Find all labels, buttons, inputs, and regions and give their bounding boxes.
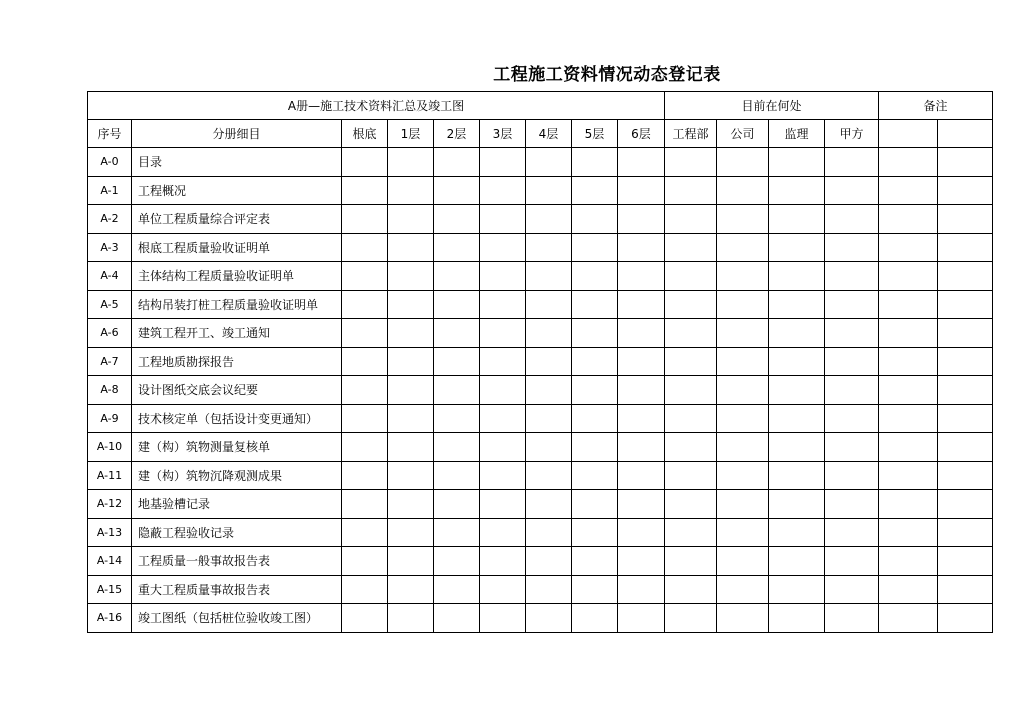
empty-cell	[717, 547, 769, 576]
empty-cell	[879, 176, 938, 205]
table-row	[88, 262, 993, 291]
empty-cell	[879, 319, 938, 348]
empty-cell	[618, 433, 665, 462]
empty-cell	[342, 176, 388, 205]
empty-cell	[825, 347, 879, 376]
empty-cell	[879, 604, 938, 633]
empty-cell	[572, 575, 618, 604]
empty-cell	[825, 148, 879, 177]
empty-cell	[717, 575, 769, 604]
row-number: A-5	[88, 290, 132, 319]
empty-cell	[618, 262, 665, 291]
empty-cell	[618, 205, 665, 234]
empty-cell	[526, 376, 572, 405]
empty-cell	[388, 347, 434, 376]
empty-cell	[388, 205, 434, 234]
empty-cell	[572, 547, 618, 576]
empty-cell	[434, 518, 480, 547]
group-header-main: A册—施工技术资料汇总及竣工图	[88, 92, 665, 120]
row-item-name: 建（构）筑物沉降观测成果	[132, 461, 342, 490]
empty-cell	[572, 290, 618, 319]
empty-cell	[526, 290, 572, 319]
empty-cell	[526, 205, 572, 234]
empty-cell	[388, 604, 434, 633]
empty-cell	[665, 518, 717, 547]
empty-cell	[938, 233, 993, 262]
empty-cell	[717, 376, 769, 405]
empty-cell	[938, 604, 993, 633]
empty-cell	[879, 575, 938, 604]
group-header-row	[88, 92, 993, 120]
row-item-name: 重大工程质量事故报告表	[132, 575, 342, 604]
empty-cell	[342, 376, 388, 405]
empty-cell	[342, 148, 388, 177]
group-header-remark: 备注	[879, 92, 993, 120]
col-header-item: 分册细目	[132, 120, 342, 148]
col-header-owner: 甲方	[825, 120, 879, 148]
empty-cell	[572, 376, 618, 405]
empty-cell	[526, 490, 572, 519]
empty-cell	[717, 404, 769, 433]
empty-cell	[938, 461, 993, 490]
empty-cell	[434, 176, 480, 205]
empty-cell	[572, 433, 618, 462]
row-item-name: 根底工程质量验收证明单	[132, 233, 342, 262]
empty-cell	[618, 490, 665, 519]
empty-cell	[526, 148, 572, 177]
empty-cell	[572, 347, 618, 376]
table-row	[88, 176, 993, 205]
empty-cell	[480, 490, 526, 519]
empty-cell	[342, 205, 388, 234]
row-number: A-13	[88, 518, 132, 547]
empty-cell	[938, 575, 993, 604]
table-row	[88, 233, 993, 262]
empty-cell	[938, 290, 993, 319]
empty-cell	[618, 290, 665, 319]
empty-cell	[434, 205, 480, 234]
table-row	[88, 319, 993, 348]
row-number: A-10	[88, 433, 132, 462]
row-number: A-16	[88, 604, 132, 633]
empty-cell	[434, 262, 480, 291]
empty-cell	[434, 461, 480, 490]
empty-cell	[769, 319, 825, 348]
table-row	[88, 461, 993, 490]
row-item-name: 主体结构工程质量验收证明单	[132, 262, 342, 291]
empty-cell	[572, 262, 618, 291]
empty-cell	[480, 575, 526, 604]
empty-cell	[769, 433, 825, 462]
col-header-foundation: 根底	[342, 120, 388, 148]
empty-cell	[480, 461, 526, 490]
remark-cell	[938, 120, 993, 148]
empty-cell	[388, 404, 434, 433]
empty-cell	[665, 347, 717, 376]
empty-cell	[526, 433, 572, 462]
empty-cell	[434, 604, 480, 633]
table-row	[88, 148, 993, 177]
empty-cell	[526, 233, 572, 262]
remark-cell	[879, 120, 938, 148]
empty-cell	[665, 547, 717, 576]
empty-cell	[572, 461, 618, 490]
empty-cell	[938, 376, 993, 405]
row-item-name: 工程地质勘探报告	[132, 347, 342, 376]
empty-cell	[526, 461, 572, 490]
empty-cell	[572, 404, 618, 433]
empty-cell	[769, 176, 825, 205]
empty-cell	[879, 547, 938, 576]
col-header-floor-4: 4层	[526, 120, 572, 148]
empty-cell	[572, 205, 618, 234]
empty-cell	[526, 518, 572, 547]
empty-cell	[769, 290, 825, 319]
empty-cell	[938, 547, 993, 576]
empty-cell	[342, 319, 388, 348]
empty-cell	[717, 461, 769, 490]
row-number: A-6	[88, 319, 132, 348]
row-number: A-4	[88, 262, 132, 291]
column-header-row	[88, 120, 993, 148]
empty-cell	[769, 347, 825, 376]
empty-cell	[342, 518, 388, 547]
empty-cell	[388, 148, 434, 177]
empty-cell	[342, 347, 388, 376]
empty-cell	[665, 461, 717, 490]
empty-cell	[388, 319, 434, 348]
empty-cell	[388, 547, 434, 576]
empty-cell	[665, 319, 717, 348]
empty-cell	[769, 376, 825, 405]
row-item-name: 工程质量一般事故报告表	[132, 547, 342, 576]
row-number: A-8	[88, 376, 132, 405]
empty-cell	[938, 347, 993, 376]
empty-cell	[434, 433, 480, 462]
empty-cell	[938, 518, 993, 547]
empty-cell	[388, 518, 434, 547]
empty-cell	[938, 205, 993, 234]
empty-cell	[480, 319, 526, 348]
empty-cell	[434, 404, 480, 433]
empty-cell	[879, 461, 938, 490]
empty-cell	[769, 547, 825, 576]
table-row	[88, 604, 993, 633]
row-item-name: 技术核定单（包括设计变更通知）	[132, 404, 342, 433]
empty-cell	[618, 575, 665, 604]
empty-cell	[717, 148, 769, 177]
table-row	[88, 490, 993, 519]
empty-cell	[434, 575, 480, 604]
empty-cell	[618, 176, 665, 205]
table-row	[88, 347, 993, 376]
empty-cell	[480, 148, 526, 177]
empty-cell	[938, 433, 993, 462]
empty-cell	[618, 148, 665, 177]
empty-cell	[526, 347, 572, 376]
empty-cell	[526, 404, 572, 433]
empty-cell	[879, 433, 938, 462]
empty-cell	[665, 404, 717, 433]
empty-cell	[572, 233, 618, 262]
col-header-floor-6: 6层	[618, 120, 665, 148]
table-row	[88, 518, 993, 547]
empty-cell	[717, 205, 769, 234]
empty-cell	[388, 290, 434, 319]
empty-cell	[938, 148, 993, 177]
empty-cell	[665, 376, 717, 405]
empty-cell	[825, 376, 879, 405]
empty-cell	[879, 518, 938, 547]
empty-cell	[342, 547, 388, 576]
empty-cell	[769, 490, 825, 519]
empty-cell	[572, 148, 618, 177]
row-number: A-11	[88, 461, 132, 490]
empty-cell	[388, 376, 434, 405]
empty-cell	[618, 233, 665, 262]
row-number: A-12	[88, 490, 132, 519]
empty-cell	[769, 604, 825, 633]
empty-cell	[879, 490, 938, 519]
empty-cell	[825, 290, 879, 319]
empty-cell	[572, 176, 618, 205]
col-header-no: 序号	[88, 120, 132, 148]
empty-cell	[879, 205, 938, 234]
row-number: A-2	[88, 205, 132, 234]
empty-cell	[480, 547, 526, 576]
row-item-name: 建（构）筑物测量复核单	[132, 433, 342, 462]
empty-cell	[717, 176, 769, 205]
empty-cell	[665, 176, 717, 205]
empty-cell	[526, 604, 572, 633]
empty-cell	[769, 262, 825, 291]
row-item-name: 隐蔽工程验收记录	[132, 518, 342, 547]
empty-cell	[342, 604, 388, 633]
row-item-name: 设计图纸交底会议纪要	[132, 376, 342, 405]
empty-cell	[665, 262, 717, 291]
empty-cell	[717, 319, 769, 348]
empty-cell	[665, 604, 717, 633]
empty-cell	[938, 176, 993, 205]
col-header-floor-2: 2层	[434, 120, 480, 148]
col-header-company: 公司	[717, 120, 769, 148]
empty-cell	[825, 604, 879, 633]
empty-cell	[769, 233, 825, 262]
empty-cell	[665, 575, 717, 604]
empty-cell	[388, 461, 434, 490]
table-row	[88, 205, 993, 234]
empty-cell	[434, 233, 480, 262]
row-number: A-7	[88, 347, 132, 376]
empty-cell	[717, 490, 769, 519]
empty-cell	[825, 404, 879, 433]
empty-cell	[618, 518, 665, 547]
row-number: A-15	[88, 575, 132, 604]
empty-cell	[572, 490, 618, 519]
empty-cell	[618, 404, 665, 433]
table-row	[88, 290, 993, 319]
empty-cell	[665, 433, 717, 462]
empty-cell	[769, 148, 825, 177]
row-item-name: 工程概况	[132, 176, 342, 205]
col-header-engineering-dept: 工程部	[665, 120, 717, 148]
col-header-floor-5: 5层	[572, 120, 618, 148]
col-header-floor-1: 1层	[388, 120, 434, 148]
empty-cell	[526, 262, 572, 291]
empty-cell	[879, 148, 938, 177]
empty-cell	[388, 233, 434, 262]
empty-cell	[388, 490, 434, 519]
empty-cell	[769, 205, 825, 234]
empty-cell	[388, 176, 434, 205]
empty-cell	[825, 205, 879, 234]
table-row	[88, 575, 993, 604]
empty-cell	[879, 347, 938, 376]
empty-cell	[342, 433, 388, 462]
row-item-name: 目录	[132, 148, 342, 177]
empty-cell	[388, 575, 434, 604]
empty-cell	[342, 233, 388, 262]
empty-cell	[388, 433, 434, 462]
register-table	[87, 91, 993, 633]
empty-cell	[717, 604, 769, 633]
empty-cell	[480, 290, 526, 319]
empty-cell	[434, 319, 480, 348]
empty-cell	[480, 233, 526, 262]
empty-cell	[618, 461, 665, 490]
empty-cell	[618, 604, 665, 633]
empty-cell	[342, 461, 388, 490]
empty-cell	[938, 319, 993, 348]
row-number: A-9	[88, 404, 132, 433]
row-item-name: 竣工图纸（包括桩位验收竣工图）	[132, 604, 342, 633]
empty-cell	[480, 404, 526, 433]
empty-cell	[717, 518, 769, 547]
empty-cell	[434, 376, 480, 405]
row-number: A-3	[88, 233, 132, 262]
empty-cell	[879, 404, 938, 433]
empty-cell	[938, 404, 993, 433]
empty-cell	[434, 490, 480, 519]
empty-cell	[480, 518, 526, 547]
empty-cell	[825, 262, 879, 291]
empty-cell	[434, 290, 480, 319]
empty-cell	[618, 376, 665, 405]
row-item-name: 结构吊装打桩工程质量验收证明单	[132, 290, 342, 319]
empty-cell	[717, 262, 769, 291]
empty-cell	[480, 433, 526, 462]
empty-cell	[342, 290, 388, 319]
empty-cell	[717, 290, 769, 319]
empty-cell	[879, 262, 938, 291]
row-number: A-14	[88, 547, 132, 576]
empty-cell	[879, 290, 938, 319]
empty-cell	[879, 376, 938, 405]
empty-cell	[769, 575, 825, 604]
empty-cell	[769, 461, 825, 490]
empty-cell	[480, 604, 526, 633]
empty-cell	[342, 262, 388, 291]
empty-cell	[526, 575, 572, 604]
empty-cell	[572, 319, 618, 348]
empty-cell	[434, 148, 480, 177]
empty-cell	[825, 233, 879, 262]
empty-cell	[717, 433, 769, 462]
empty-cell	[879, 233, 938, 262]
empty-cell	[342, 575, 388, 604]
table-row	[88, 433, 993, 462]
empty-cell	[434, 347, 480, 376]
empty-cell	[572, 518, 618, 547]
row-number: A-0	[88, 148, 132, 177]
empty-cell	[480, 262, 526, 291]
empty-cell	[717, 233, 769, 262]
empty-cell	[825, 319, 879, 348]
empty-cell	[825, 490, 879, 519]
empty-cell	[480, 347, 526, 376]
empty-cell	[526, 547, 572, 576]
empty-cell	[618, 547, 665, 576]
empty-cell	[825, 575, 879, 604]
empty-cell	[618, 347, 665, 376]
empty-cell	[825, 176, 879, 205]
empty-cell	[480, 205, 526, 234]
empty-cell	[769, 404, 825, 433]
row-item-name: 地基验槽记录	[132, 490, 342, 519]
empty-cell	[342, 490, 388, 519]
empty-cell	[825, 433, 879, 462]
col-header-floor-3: 3层	[480, 120, 526, 148]
col-header-supervisor: 监理	[769, 120, 825, 148]
table-row	[88, 547, 993, 576]
empty-cell	[665, 290, 717, 319]
empty-cell	[717, 347, 769, 376]
empty-cell	[769, 518, 825, 547]
empty-cell	[388, 262, 434, 291]
empty-cell	[526, 176, 572, 205]
row-number: A-1	[88, 176, 132, 205]
row-item-name: 建筑工程开工、竣工通知	[132, 319, 342, 348]
page-title: 工程施工资料情况动态登记表	[493, 65, 721, 85]
empty-cell	[825, 547, 879, 576]
empty-cell	[434, 547, 480, 576]
empty-cell	[665, 148, 717, 177]
empty-cell	[665, 233, 717, 262]
empty-cell	[665, 490, 717, 519]
table-row	[88, 376, 993, 405]
empty-cell	[526, 319, 572, 348]
empty-cell	[825, 461, 879, 490]
empty-cell	[938, 262, 993, 291]
empty-cell	[480, 176, 526, 205]
empty-cell	[342, 404, 388, 433]
empty-cell	[825, 518, 879, 547]
group-header-location: 目前在何处	[665, 92, 879, 120]
table-row	[88, 404, 993, 433]
empty-cell	[938, 490, 993, 519]
empty-cell	[572, 604, 618, 633]
row-item-name: 单位工程质量综合评定表	[132, 205, 342, 234]
empty-cell	[480, 376, 526, 405]
empty-cell	[665, 205, 717, 234]
empty-cell	[618, 319, 665, 348]
